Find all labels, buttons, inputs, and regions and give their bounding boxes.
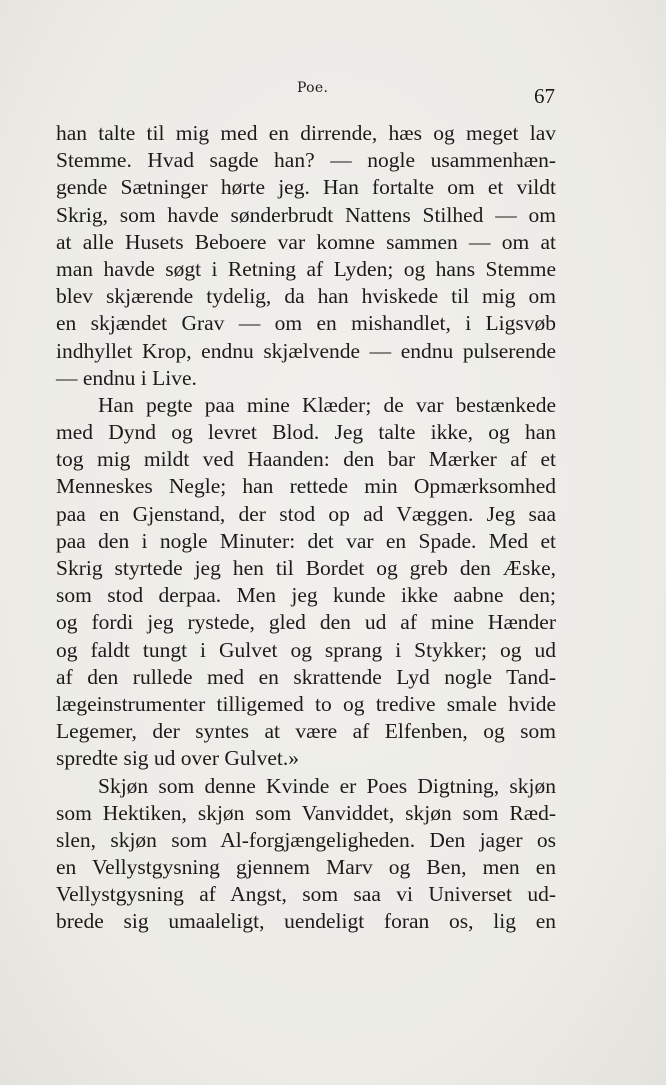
text-line: Menneskes Negle; han rettede min Opmærksomhed xyxy=(56,474,556,499)
text-line: spredte sig ud over Gulvet.» xyxy=(56,746,300,771)
text-line: med Dynd og levret Blod. Jeg talte ikke, og han xyxy=(56,420,556,445)
text-line: Skjøn som denne Kvinde er Poes Digtning, skjøn xyxy=(98,773,556,798)
text-line: paa en Gjenstand, der stod op ad Væggen. Jeg saa xyxy=(56,501,556,526)
text-line: Stemme. Hvad sagde han? — nogle usammenhæn- xyxy=(56,148,556,173)
text-line: Vellystgysning af Angst, som saa vi Universet ud- xyxy=(56,882,556,907)
text-line: og fordi jeg rystede, gled den ud af mine Hænder xyxy=(56,610,556,635)
text-line: af den rullede med en skrattende Lyd nogle Tand- xyxy=(56,664,556,689)
text-line: en Vellystgysning gjennem Marv og Ben, men en xyxy=(56,855,556,880)
text-line: lægeinstrumenter tilligemed to og tredive smale hvide xyxy=(56,691,556,716)
text-line: man havde søgt i Retning af Lyden; og hans Stemme xyxy=(56,256,556,281)
text-line: at alle Husets Beboere var komne sammen — om at xyxy=(56,229,556,254)
text-line: indhyllet Krop, endnu skjælvende — endnu pulserende xyxy=(56,338,556,363)
body-text xyxy=(56,120,556,936)
text-line: gende Sætninger hørte jeg. Han fortalte om et vildt xyxy=(56,175,556,200)
text-line: blev skjærende tydelig, da han hviskede til mig om xyxy=(56,284,556,309)
text-line: en skjændet Grav — om en mishandlet, i Ligsvøb xyxy=(56,311,556,336)
text-line: og faldt tungt i Gulvet og sprang i Stykker; og ud xyxy=(56,637,556,662)
text-line: Han pegte paa mine Klæder; de var bestænkede xyxy=(98,392,556,417)
text-line: Legemer, der syntes at være af Elfenben, og som xyxy=(56,719,556,744)
running-head: Poe. xyxy=(297,80,329,96)
text-line: Skrig, som havde sønderbrudt Nattens Stilhed — om xyxy=(56,202,556,227)
text-line: som stod derpaa. Men jeg kunde ikke aabne den; xyxy=(56,583,556,608)
text-line: paa den i nogle Minuter: det var en Spade. Med et xyxy=(56,528,556,553)
text-line: som Hektiken, skjøn som Vanviddet, skjøn som Ræd- xyxy=(56,800,556,825)
text-line: slen, skjøn som Al-forgjængeligheden. Den jager os xyxy=(56,827,556,852)
text-line: tog mig mildt ved Haanden: den bar Mærker af et xyxy=(56,447,556,472)
text-line: Skrig styrtede jeg hen til Bordet og greb den Æske, xyxy=(56,556,556,580)
page-number: 67 xyxy=(534,84,555,108)
text-line: brede sig umaaleligt, uendeligt foran os, lig en xyxy=(56,909,556,934)
text-line: — endnu i Live. xyxy=(56,365,197,390)
text-line: han talte til mig med en dirrende, hæs og meget lav xyxy=(56,121,556,145)
